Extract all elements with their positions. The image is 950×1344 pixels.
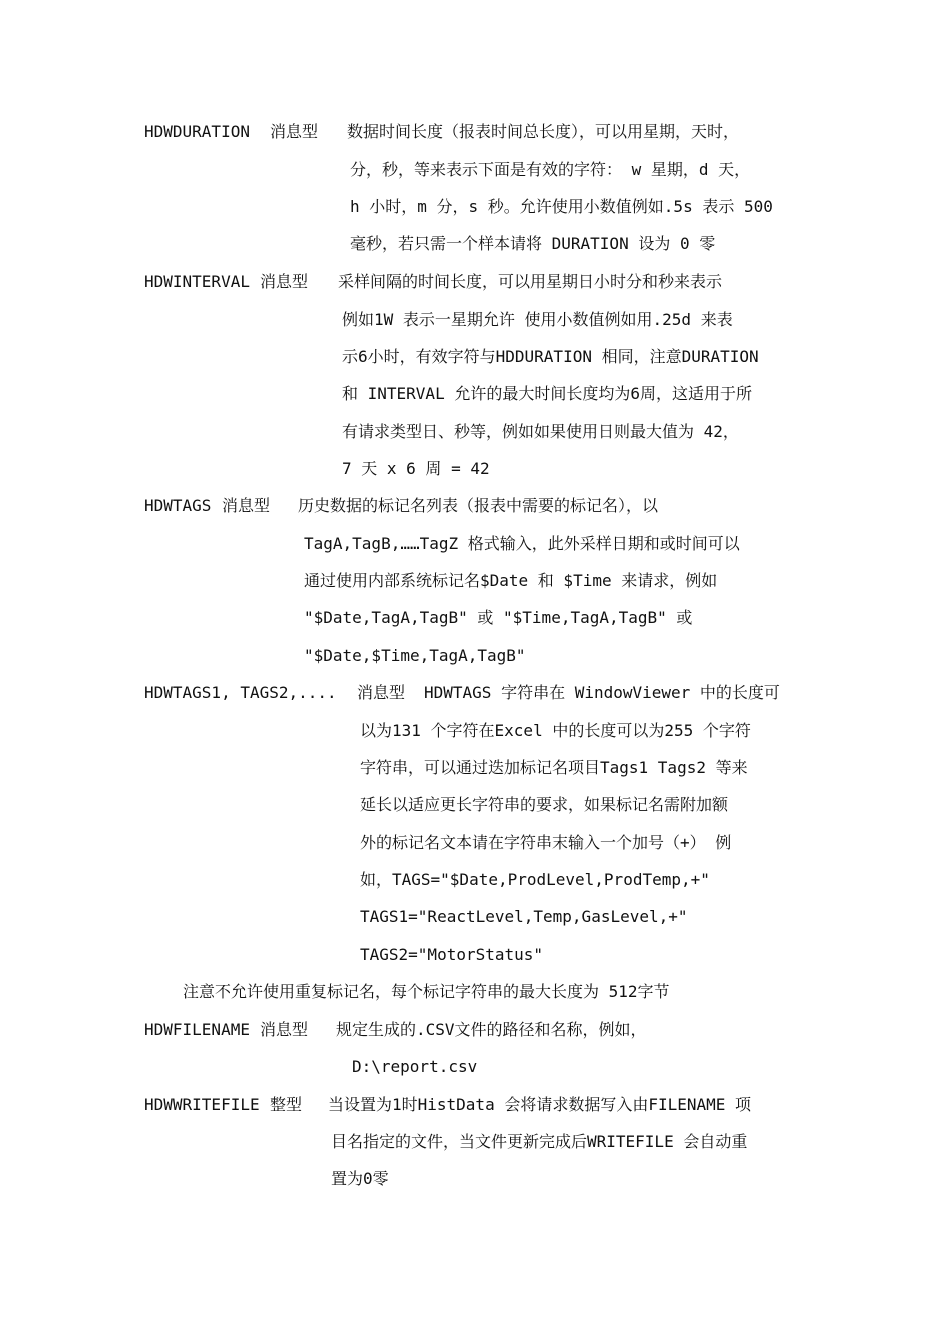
entry-desc-line: 以为131 个字符在Excel 中的长度可以为255 个字符 xyxy=(360,721,751,740)
entry-desc-line: 延长以适应更长字符串的要求，如果标记名需附加额 xyxy=(360,795,729,814)
entry-term: HDWINTERVAL xyxy=(144,272,250,291)
entry-desc-line: 通过使用内部系统标记名$Date 和 $Time 来请求，例如 xyxy=(304,571,718,590)
entry-desc-line: 采样间隔的时间长度，可以用星期日小时分和秒来表示 xyxy=(338,272,723,291)
entry-type: 消息型 xyxy=(260,1020,309,1039)
entry-desc-line: 7 天 x 6 周 = 42 xyxy=(342,459,490,478)
entry-desc-line: 字符串，可以通过迭加标记名项目Tags1 Tags2 等来 xyxy=(360,758,748,777)
entry-desc-line: TagA,TagB,……TagZ 格式输入，此外采样日期和或时间可以 xyxy=(304,534,740,553)
entry-term: HDWTAGS1, TAGS2,.... xyxy=(144,683,337,702)
entry-desc-line: 例如1W 表示一星期允许 使用小数值例如用.25d 来表 xyxy=(342,310,733,329)
entry-type: 消息型 xyxy=(260,272,309,291)
entry-desc-line: TAGS1="ReactLevel,Temp,GasLevel,+" xyxy=(360,907,688,926)
entry-desc-line: 分，秒，等来表示下面是有效的字符： w 星期，d 天， xyxy=(350,160,751,179)
entry-term: HDWFILENAME xyxy=(144,1020,250,1039)
entry-term: HDWDURATION xyxy=(144,122,250,141)
entry-term: HDWTAGS xyxy=(144,496,212,515)
entry-desc-line: 置为0零 xyxy=(331,1169,389,1188)
entry-desc-line: "$Date,TagA,TagB" 或 "$Time,TagA,TagB" 或 xyxy=(304,608,693,627)
entry-desc-line: 目名指定的文件，当文件更新完成后WRITEFILE 会自动重 xyxy=(331,1132,748,1151)
entry-desc-line: h 小时，m 分，s 秒。允许使用小数值例如.5s 表示 500 xyxy=(350,197,773,216)
note-text: 注意不允许使用重复标记名，每个标记字符串的最大长度为 512字节 xyxy=(183,982,670,1001)
entry-desc-line: 毫秒，若只需一个样本请将 DURATION 设为 0 零 xyxy=(350,234,716,253)
entry-desc-line: 规定生成的.CSV文件的路径和名称，例如， xyxy=(336,1020,647,1039)
entry-desc-line: TAGS2="MotorStatus" xyxy=(360,945,544,964)
entry-desc-line: 示6小时，有效字符与HDDURATION 相同，注意DURATION xyxy=(342,347,759,366)
entry-term: HDWWRITEFILE xyxy=(144,1095,260,1114)
entry-desc-line: D:\report.csv xyxy=(352,1057,478,1076)
entry-desc-line: HDWTAGS 字符串在 WindowViewer 中的长度可 xyxy=(424,683,780,702)
entry-desc-line: 当设置为1时HistData 会将请求数据写入由FILENAME 项 xyxy=(328,1095,752,1114)
entry-desc-line: 如，TAGS="$Date,ProdLevel,ProdTemp,+" xyxy=(360,870,710,889)
entry-type: 消息型 xyxy=(222,496,271,515)
entry-desc-line: 有请求类型日、秒等，例如如果使用日则最大值为 42， xyxy=(342,422,739,441)
entry-desc-line: "$Date,$Time,TagA,TagB" xyxy=(304,646,526,665)
entry-desc-line: 和 INTERVAL 允许的最大时间长度均为6周，这适用于所 xyxy=(342,384,752,403)
entry-desc-line: 外的标记名文本请在字符串末输入一个加号（+） 例 xyxy=(360,833,732,852)
entry-desc-line: 数据时间长度（报表时间总长度），可以用星期，天时， xyxy=(347,122,740,141)
entry-type: 消息型 xyxy=(357,683,406,702)
entry-desc-line: 历史数据的标记名列表（报表中需要的标记名），以 xyxy=(298,496,659,515)
entry-type: 消息型 xyxy=(270,122,319,141)
entry-type: 整型 xyxy=(270,1095,303,1114)
